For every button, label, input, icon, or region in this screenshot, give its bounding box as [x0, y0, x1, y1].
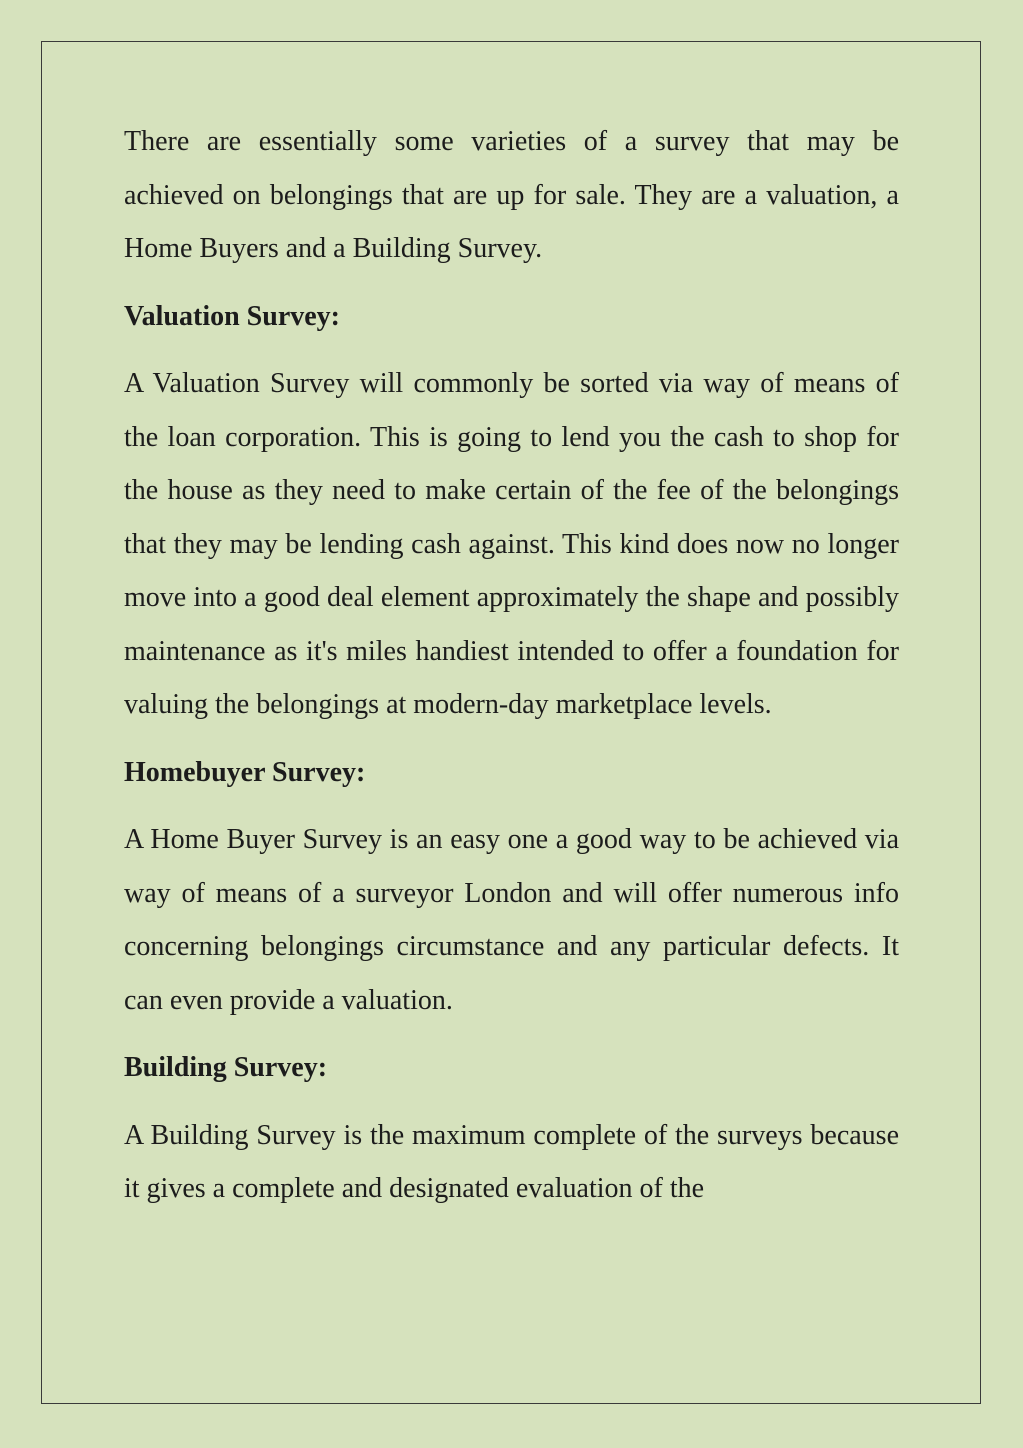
- section-heading-valuation: Valuation Survey:: [124, 300, 341, 332]
- section-heading-homebuyer: Homebuyer Survey:: [124, 756, 366, 788]
- section-heading-building: Building Survey:: [124, 1052, 328, 1083]
- section-body-valuation: A Valuation Survey will commonly be sorted via way of means of the loan corporation. This is going to lend you the cash to shop for the house as they need to make certain of the fee of the belongings that they may be lending cash against. This kind does now no longer move into a good deal element approximately the shape and possibly maintenance as it's miles handiest intended to offer a foundation for valuing the belongings at modern-day marketplace levels.: [124, 368, 899, 720]
- section-body-building: A Building Survey is the maximum complete of the surveys because it gives a complete and designated evaluation of the: [124, 1119, 899, 1204]
- section-body-homebuyer: A Home Buyer Survey is an easy one a good way to be achieved via way of means of a surveyor London and will offer numerous info concerning belongings circumstance and any particular defects. It can even provide a valuation.: [124, 824, 899, 1016]
- intro-paragraph: There are essentially some varieties of a survey that may be achieved on belongings that are up for sale. They are a valuation, a Home Buyers and a Building Survey.: [124, 126, 899, 264]
- document-body: [124, 115, 899, 1230]
